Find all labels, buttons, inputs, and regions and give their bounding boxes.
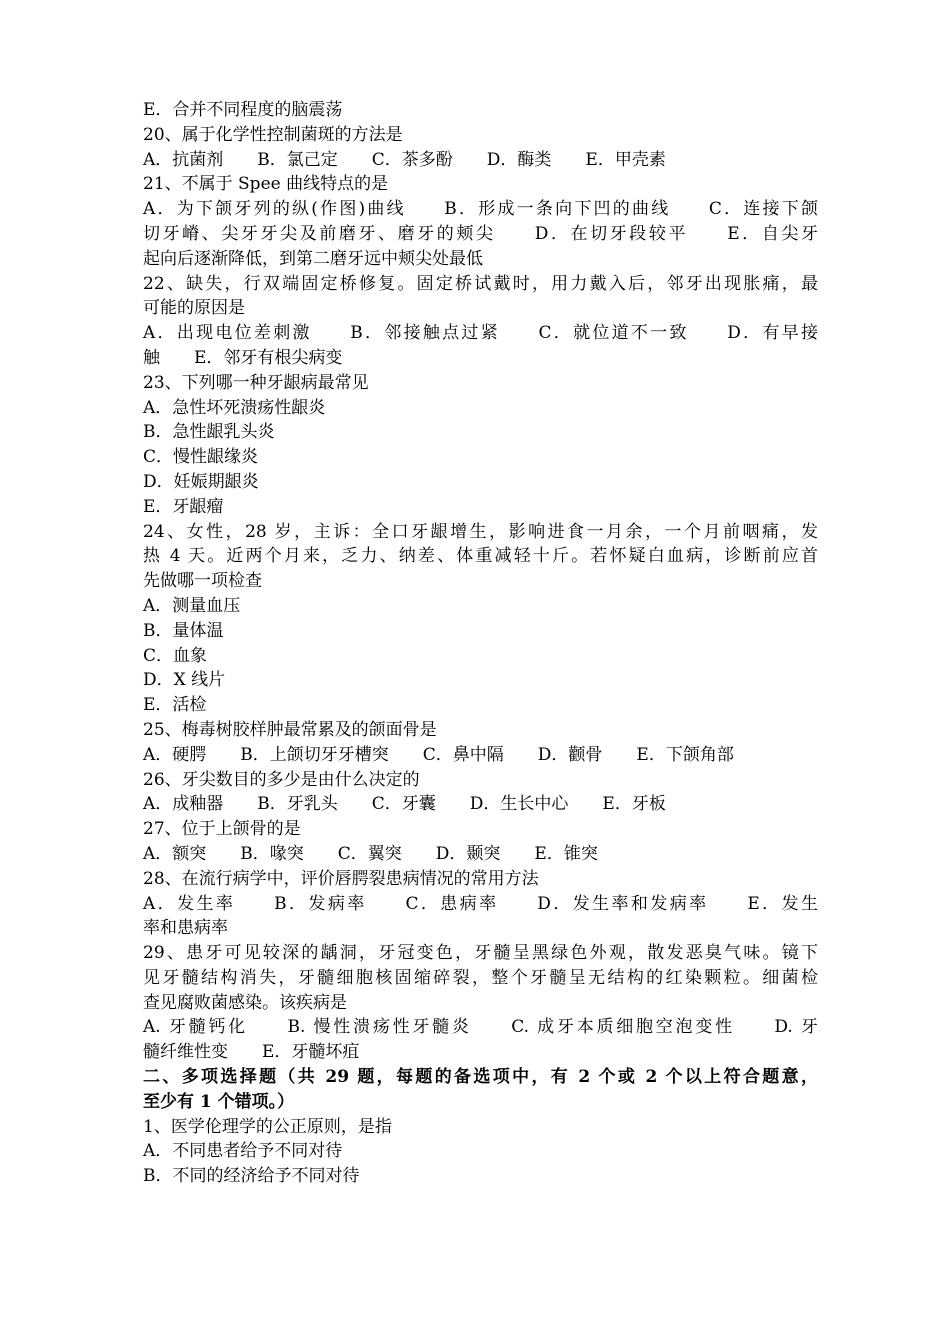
text-line: C．慢性龈缘炎	[143, 447, 259, 468]
text-line: 27、位于上颌骨的是	[143, 819, 301, 840]
text-line: 22、缺失，行双端固定桥修复。固定桥试戴时，用力戴入后，邻牙出现胀痛，最	[143, 273, 818, 294]
text-line: A．为下颌牙列的纵(作图)曲线 B．形成一条向下凹的曲线 C．连接下颌	[143, 199, 818, 220]
text-line: A．抗菌剂 B．氯己定 C．茶多酚 D．酶类 E．甲壳素	[143, 149, 666, 170]
text-line: 率和患病率	[143, 918, 228, 939]
text-line: A．额突 B．喙突 C．翼突 D．颞突 E．锥突	[143, 843, 598, 864]
text-line: 20、属于化学性控制菌斑的方法是	[143, 124, 403, 145]
text-line: 可能的原因是	[143, 298, 245, 319]
text-line: 查见腐败菌感染。该疾病是	[143, 992, 347, 1013]
text-line: 先做哪一项检查	[143, 571, 262, 592]
text-line: E．牙龈瘤	[143, 496, 224, 517]
text-line: 25、梅毒树胶样肿最常累及的颌面骨是	[143, 719, 437, 740]
text-line: B．量体温	[143, 620, 224, 641]
text-line: 见牙髓结构消失，牙髓细胞核固缩碎裂，整个牙髓呈无结构的红染颗粒。细菌检	[143, 967, 818, 988]
text-line: 29、患牙可见较深的龋洞，牙冠变色，牙髓呈黑绿色外观，散发恶臭气味。镜下	[143, 943, 818, 964]
text-line: A．成釉器 B．牙乳头 C．牙囊 D．生长中心 E．牙板	[143, 794, 666, 815]
text-line: E．合并不同程度的脑震荡	[143, 100, 343, 120]
text-line: A．发生率 B．发病率 C．患病率 D．发生率和发病率 E．发生	[143, 893, 818, 914]
text-line: A. 牙髓钙化 B. 慢性溃疡性牙髓炎 C. 成牙本质细胞空泡变性 D. 牙	[143, 1017, 818, 1038]
text-line: 1、医学伦理学的公正原则，是指	[143, 1116, 392, 1137]
section-heading-line: 二、多项选择题（共 29 题，每题的备选项中，有 2 个或 2 个以上符合题意，	[143, 1067, 818, 1088]
text-line: D．妊娠期龈炎	[143, 471, 259, 492]
text-line: 切牙嵴、尖牙牙尖及前磨牙、磨牙的颊尖 D．在切牙段较平 E．自尖牙	[143, 223, 818, 244]
text-line: 21、不属于 Spee 曲线特点的是	[143, 174, 389, 195]
section-heading-line: 至少有 1 个错项。）	[143, 1091, 295, 1112]
text-line: 23、下列哪一种牙龈病最常见	[143, 372, 369, 393]
document-page	[143, 98, 818, 1189]
text-line: A．不同患者给予不同对待	[143, 1141, 343, 1162]
text-line: A．硬腭 B．上颌切牙牙槽突 C．鼻中隔 D．颧骨 E．下颌角部	[143, 744, 734, 765]
text-line: A．测量血压	[143, 595, 241, 616]
text-line: 24、女性，28 岁，主诉：全口牙龈增生，影响进食一月余，一个月前咽痛，发	[143, 521, 818, 542]
text-line: A．急性坏死溃疡性龈炎	[143, 397, 326, 418]
text-line: B．急性龈乳头炎	[143, 422, 275, 443]
text-line: 起向后逐渐降低，到第二磨牙远中颊尖处最低	[143, 248, 483, 269]
text-line: D．X 线片	[143, 670, 226, 691]
text-line: C．血象	[143, 645, 208, 666]
text-line: 26、牙尖数目的多少是由什么决定的	[143, 769, 420, 790]
text-line: 触 E．邻牙有根尖病变	[143, 347, 343, 368]
text-line: 28、在流行病学中，评价唇腭裂患病情况的常用方法	[143, 868, 539, 889]
text-line: B．不同的经济给予不同对待	[143, 1166, 360, 1187]
text-line: A．出现电位差刺激 B．邻接触点过紧 C．就位道不一致 D．有早接	[143, 323, 818, 344]
text-line: 热 4 天。近两个月来，乏力、纳差、体重减轻十斤。若怀疑白血病，诊断前应首	[143, 546, 818, 567]
text-line: E．活检	[143, 695, 207, 716]
text-line: 髓纤维性变 E．牙髓坏疽	[143, 1042, 360, 1063]
